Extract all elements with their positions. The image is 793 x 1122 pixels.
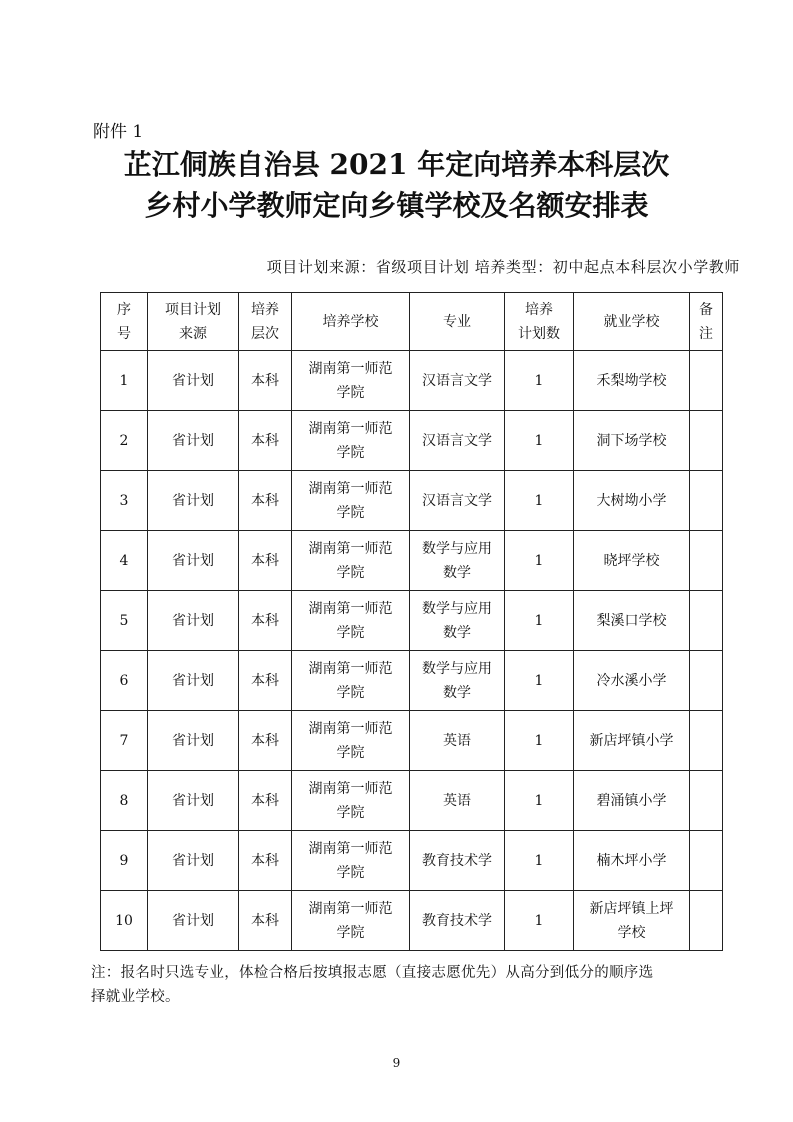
training-school-cell-line: 湖南第一师范 — [308, 900, 393, 917]
training-level-cell: 本科 — [239, 651, 292, 711]
document-title-line-2: 乡村小学教师定向乡镇学校及名额安排表 — [144, 189, 649, 222]
col-count-header — [505, 293, 574, 351]
attachment-label: 附件 1 — [93, 122, 144, 142]
major-cell — [410, 411, 505, 471]
row-no: 3 — [101, 471, 148, 531]
col-source-header-line: 来源 — [179, 325, 207, 342]
col-no-header-line: 序 — [117, 301, 131, 318]
plan-count-cell: 1 — [505, 351, 574, 411]
employer-school-cell — [574, 831, 690, 891]
table-row — [101, 831, 723, 891]
col-remark-header — [690, 293, 723, 351]
major-cell-line: 数学与应用 — [422, 600, 492, 617]
employer-school-cell — [574, 771, 690, 831]
plan-count-cell: 1 — [505, 531, 574, 591]
training-school-cell-line: 学院 — [336, 384, 365, 401]
plan-source-cell: 省计划 — [148, 471, 239, 531]
remark-cell — [690, 411, 723, 471]
table-row — [101, 351, 723, 411]
plan-count-cell: 1 — [505, 831, 574, 891]
training-school-cell-line: 学院 — [336, 504, 365, 521]
training-school-cell-line: 湖南第一师范 — [308, 780, 393, 797]
major-cell-line: 汉语言文学 — [422, 372, 492, 389]
training-school-cell-line: 湖南第一师范 — [308, 720, 393, 737]
plan-count-cell: 1 — [505, 651, 574, 711]
employer-school-cell-line: 梨溪口学校 — [596, 612, 667, 629]
employer-school-cell-line: 晓坪学校 — [603, 552, 660, 569]
employer-school-cell — [574, 891, 690, 951]
col-school-header-line: 培养学校 — [322, 313, 379, 330]
training-level-cell: 本科 — [239, 711, 292, 771]
employer-school-cell — [574, 711, 690, 771]
plan-source-cell: 省计划 — [148, 771, 239, 831]
employer-school-cell — [574, 531, 690, 591]
training-school-cell-line: 湖南第一师范 — [308, 480, 393, 497]
training-school-cell — [292, 891, 410, 951]
remark-cell — [690, 471, 723, 531]
training-level-cell: 本科 — [239, 891, 292, 951]
table-header-row — [101, 293, 723, 351]
plan-count-cell: 1 — [505, 411, 574, 471]
training-school-cell — [292, 471, 410, 531]
plan-source-cell: 省计划 — [148, 891, 239, 951]
major-cell-line: 教育技术学 — [422, 852, 492, 869]
table-row — [101, 891, 723, 951]
employer-school-cell-line: 学校 — [617, 924, 646, 941]
employer-school-cell-line: 冷水溪小学 — [596, 672, 667, 689]
col-remark-header-line: 注 — [699, 325, 713, 342]
table-row — [101, 471, 723, 531]
plan-source-cell: 省计划 — [148, 531, 239, 591]
training-school-cell-line: 学院 — [336, 564, 365, 581]
employer-school-cell-line: 新店坪镇上坪 — [589, 900, 674, 917]
remark-cell — [690, 891, 723, 951]
training-school-cell-line: 湖南第一师范 — [308, 360, 393, 377]
row-no: 1 — [101, 351, 148, 411]
col-level-header — [239, 293, 292, 351]
plan-source-cell: 省计划 — [148, 351, 239, 411]
plan-count-cell: 1 — [505, 891, 574, 951]
col-source-header-line: 项目计划 — [165, 301, 221, 318]
major-cell-line: 教育技术学 — [422, 912, 492, 929]
plan-source-cell: 省计划 — [148, 711, 239, 771]
plan-source-cell: 省计划 — [148, 591, 239, 651]
plan-source-line: 项目计划来源：省级项目计划 培养类型：初中起点本科层次小学教师 — [266, 258, 740, 276]
training-school-cell — [292, 831, 410, 891]
row-no: 7 — [101, 711, 148, 771]
training-school-cell-line: 湖南第一师范 — [308, 660, 393, 677]
major-cell — [410, 591, 505, 651]
training-school-cell-line: 学院 — [336, 924, 365, 941]
major-cell — [410, 891, 505, 951]
major-cell — [410, 831, 505, 891]
employer-school-cell-line: 洞下场学校 — [596, 432, 667, 449]
employer-school-cell-line: 大树坳小学 — [596, 492, 667, 509]
plan-count-cell: 1 — [505, 711, 574, 771]
document-title-line-1: 芷江侗族自治县 2021 年定向培养本科层次 — [123, 148, 670, 181]
major-cell — [410, 771, 505, 831]
col-count-header-line: 计划数 — [518, 325, 560, 342]
col-school-header — [292, 293, 410, 351]
training-level-cell: 本科 — [239, 471, 292, 531]
col-remark-header-line: 备 — [699, 301, 713, 318]
training-level-cell: 本科 — [239, 591, 292, 651]
major-cell — [410, 711, 505, 771]
remark-cell — [690, 651, 723, 711]
table-row — [101, 771, 723, 831]
training-school-cell-line: 学院 — [336, 864, 365, 881]
remark-cell — [690, 771, 723, 831]
employer-school-cell-line: 楠木坪小学 — [596, 852, 667, 869]
col-count-header-line: 培养 — [525, 301, 553, 318]
training-school-cell-line: 学院 — [336, 444, 365, 461]
plan-source-cell: 省计划 — [148, 411, 239, 471]
plan-count-cell: 1 — [505, 591, 574, 651]
training-school-cell — [292, 591, 410, 651]
col-no-header — [101, 293, 148, 351]
footnote-line-1: 注：报名时只选专业，体检合格后按填报志愿（直接志愿优先）从高分到低分的顺序选 — [91, 965, 654, 981]
training-level-cell: 本科 — [239, 831, 292, 891]
plan-count-cell: 1 — [505, 471, 574, 531]
training-school-cell — [292, 711, 410, 771]
training-school-cell-line: 学院 — [336, 744, 365, 761]
major-cell-line: 数学 — [443, 624, 471, 641]
major-cell — [410, 531, 505, 591]
table-row — [101, 531, 723, 591]
training-level-cell: 本科 — [239, 351, 292, 411]
major-cell-line: 汉语言文学 — [422, 432, 492, 449]
allocation-table — [100, 292, 723, 951]
training-level-cell: 本科 — [239, 411, 292, 471]
row-no: 6 — [101, 651, 148, 711]
col-employer-header — [574, 293, 690, 351]
training-school-cell — [292, 771, 410, 831]
row-no: 5 — [101, 591, 148, 651]
remark-cell — [690, 831, 723, 891]
row-no: 4 — [101, 531, 148, 591]
remark-cell — [690, 711, 723, 771]
employer-school-cell — [574, 471, 690, 531]
plan-source-cell: 省计划 — [148, 831, 239, 891]
employer-school-cell — [574, 351, 690, 411]
employer-school-cell — [574, 651, 690, 711]
employer-school-cell — [574, 591, 690, 651]
row-no: 2 — [101, 411, 148, 471]
employer-school-cell-line: 碧涌镇小学 — [596, 792, 667, 809]
plan-source-cell: 省计划 — [148, 651, 239, 711]
training-school-cell-line: 湖南第一师范 — [308, 420, 393, 437]
table-row — [101, 711, 723, 771]
major-cell-line: 数学 — [443, 564, 471, 581]
table-row — [101, 591, 723, 651]
training-school-cell — [292, 411, 410, 471]
training-school-cell-line: 湖南第一师范 — [308, 540, 393, 557]
training-level-cell: 本科 — [239, 771, 292, 831]
col-employer-header-line: 就业学校 — [603, 313, 660, 330]
training-school-cell-line: 学院 — [336, 684, 365, 701]
major-cell-line: 数学与应用 — [422, 540, 492, 557]
col-major-header — [410, 293, 505, 351]
major-cell-line: 汉语言文学 — [422, 492, 492, 509]
training-school-cell-line: 湖南第一师范 — [308, 840, 393, 857]
row-no: 8 — [101, 771, 148, 831]
employer-school-cell-line: 新店坪镇小学 — [589, 732, 674, 749]
col-no-header-line: 号 — [117, 325, 131, 342]
col-major-header-line: 专业 — [443, 313, 471, 330]
table-row — [101, 411, 723, 471]
plan-count-cell: 1 — [505, 771, 574, 831]
remark-cell — [690, 531, 723, 591]
row-no: 10 — [101, 891, 148, 951]
major-cell-line: 数学 — [443, 684, 471, 701]
employer-school-cell-line: 禾梨坳学校 — [596, 372, 667, 389]
training-school-cell-line: 学院 — [336, 624, 365, 641]
col-source-header — [148, 293, 239, 351]
row-no: 9 — [101, 831, 148, 891]
major-cell — [410, 351, 505, 411]
page-number: 9 — [392, 1056, 401, 1070]
training-school-cell-line: 湖南第一师范 — [308, 600, 393, 617]
training-school-cell — [292, 531, 410, 591]
major-cell — [410, 471, 505, 531]
col-level-header-line: 培养 — [251, 301, 279, 318]
major-cell-line: 数学与应用 — [422, 660, 492, 677]
major-cell-line: 英语 — [443, 732, 471, 749]
training-school-cell — [292, 351, 410, 411]
major-cell — [410, 651, 505, 711]
col-level-header-line: 层次 — [251, 325, 279, 342]
training-school-cell — [292, 651, 410, 711]
training-level-cell: 本科 — [239, 531, 292, 591]
footnote-line-2: 择就业学校。 — [91, 989, 180, 1005]
remark-cell — [690, 591, 723, 651]
major-cell-line: 英语 — [443, 792, 471, 809]
footnote — [91, 961, 706, 1009]
table-row — [101, 651, 723, 711]
employer-school-cell — [574, 411, 690, 471]
training-school-cell-line: 学院 — [336, 804, 365, 821]
remark-cell — [690, 351, 723, 411]
